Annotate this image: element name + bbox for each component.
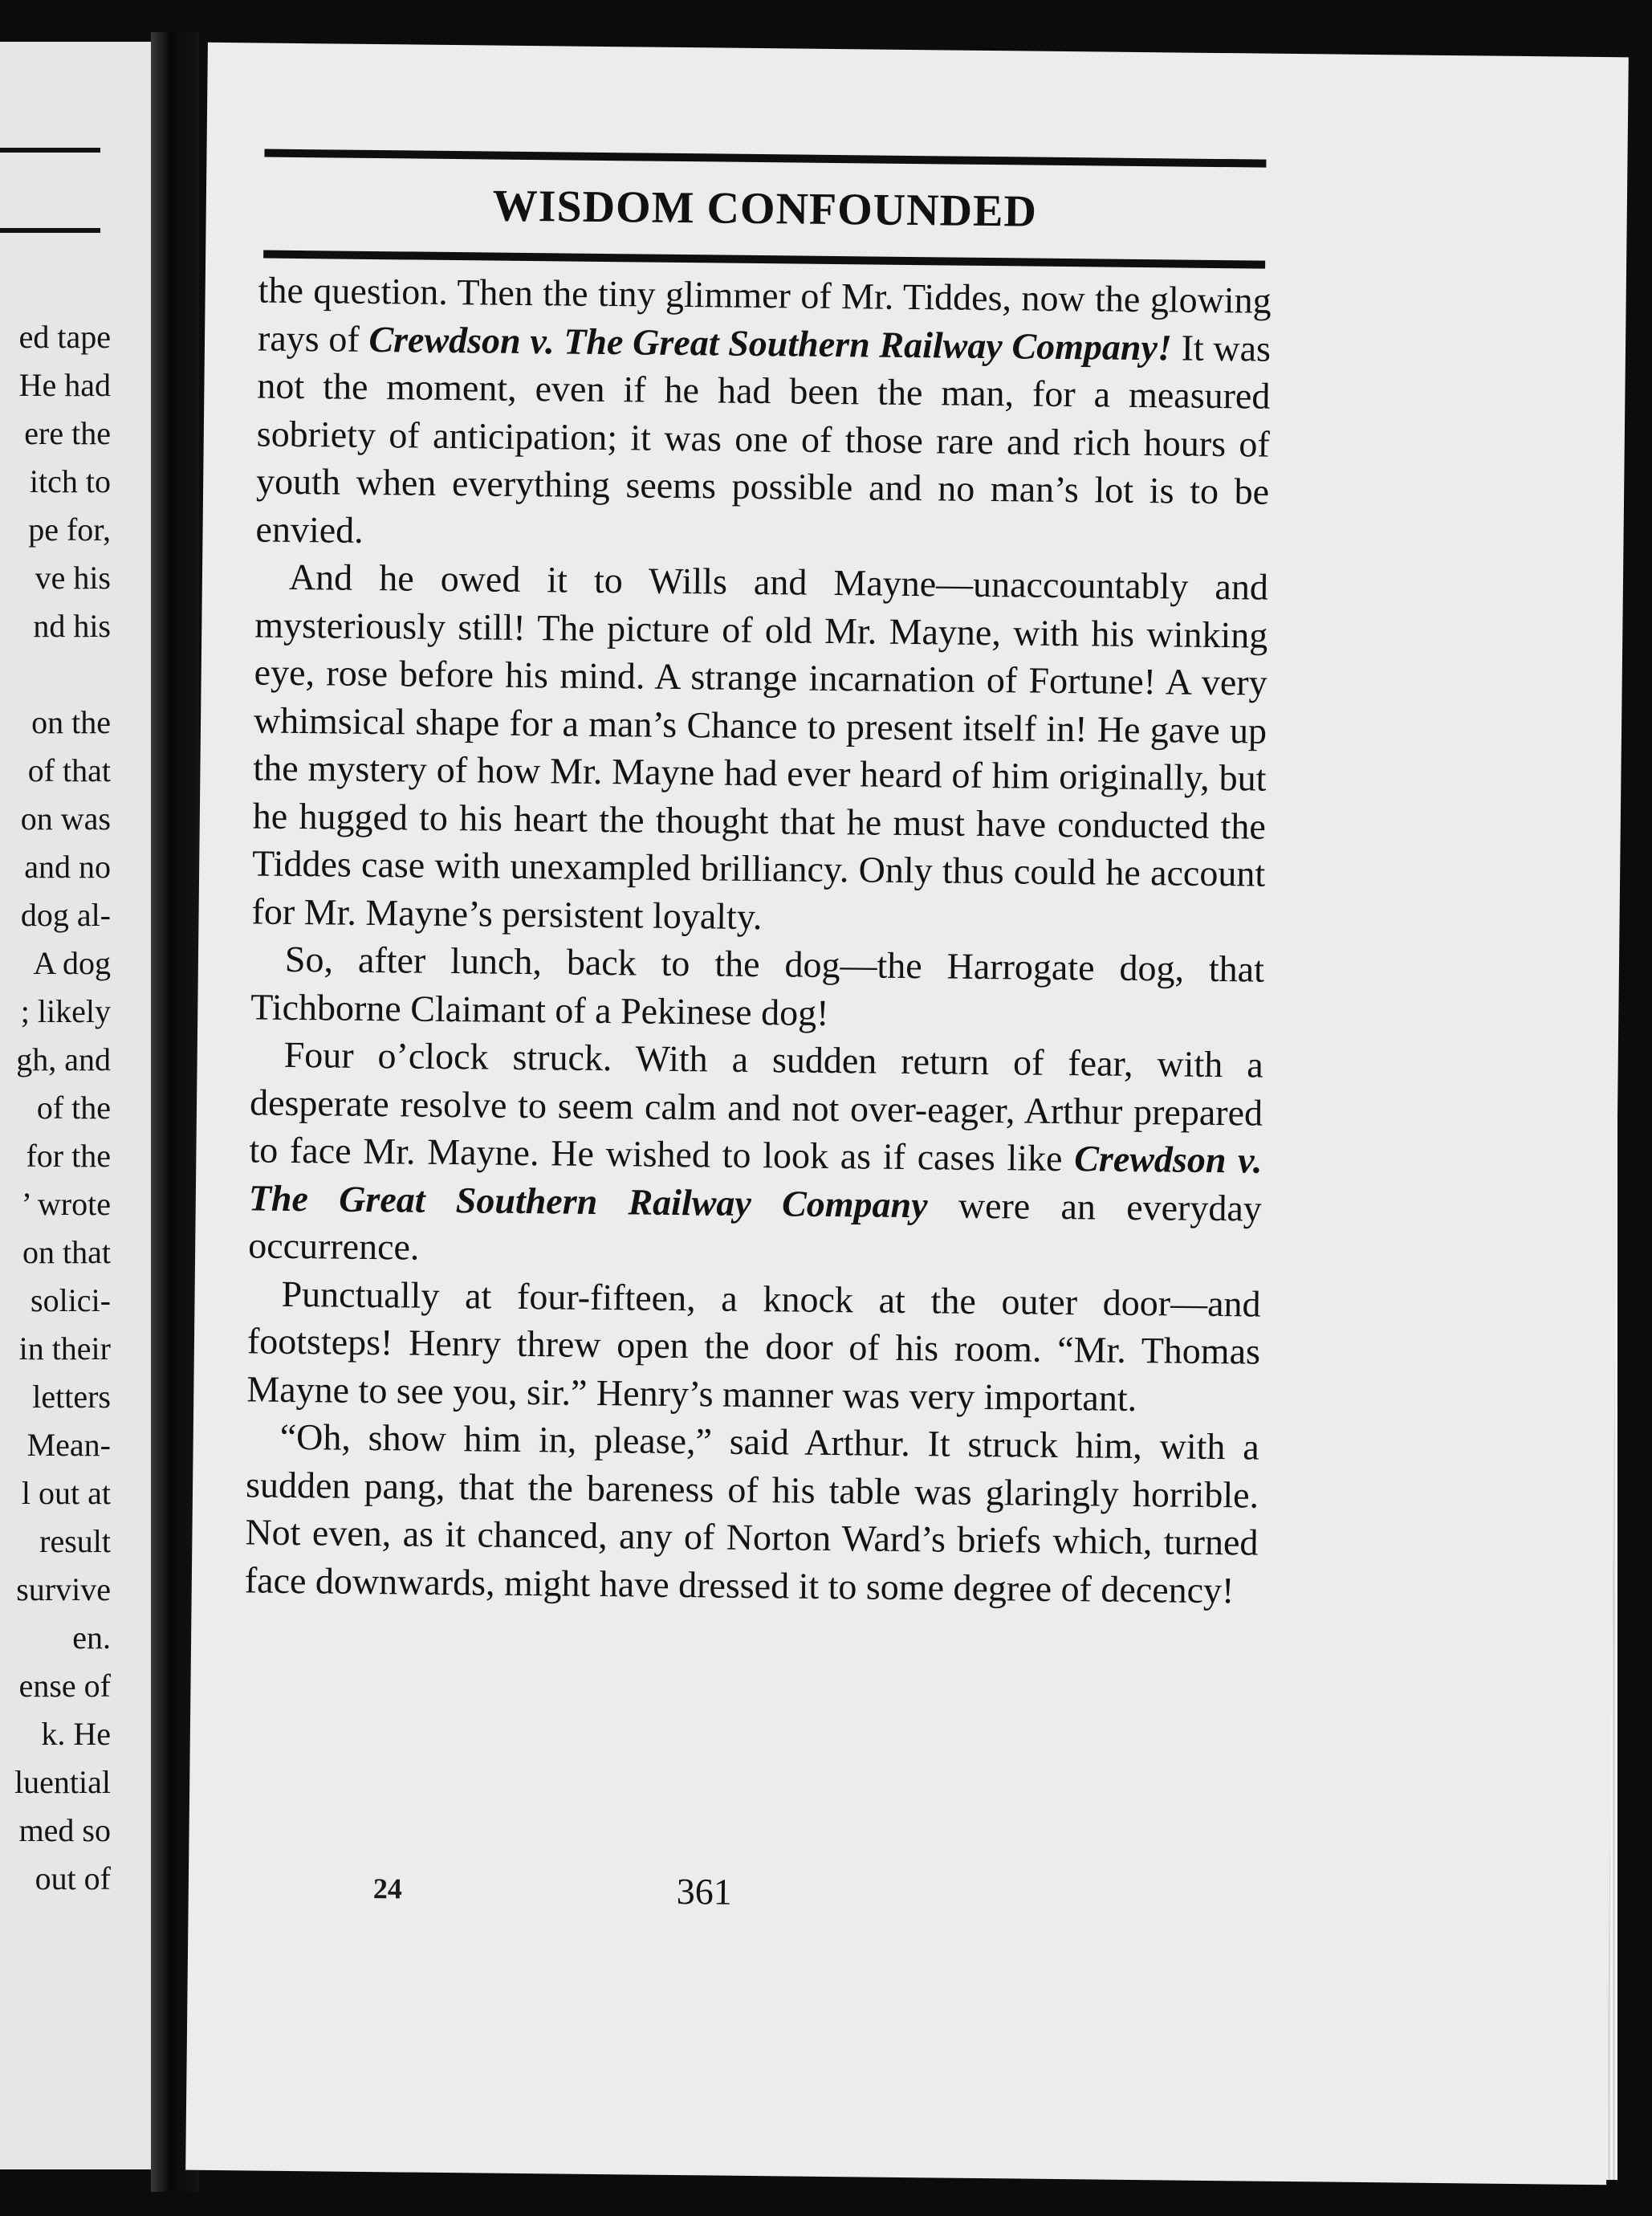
paragraph-text: “Oh, show him in, please,” said Arthur. It struck him, with a sudden pang, that the bareness of his table was glaringly horrible. Not even, as it chanced, any of Norton Ward’s briefs which, turned face downwards, might have dressed it to some degree of decency! (244, 1416, 1259, 1611)
case-title: Crewdson v. The Great Southern Railway Company! (368, 318, 1173, 368)
facing-page-text (14, 313, 111, 1903)
paragraph (250, 935, 1264, 1041)
facing-page-line: on the (31, 704, 111, 740)
signature-mark: 24 (372, 1872, 403, 1905)
facing-page-line: of that (27, 752, 111, 788)
facing-page-line: ; likely (20, 993, 111, 1029)
paragraph-text: It was not the moment, even if he had been the man, for a measured sobriety of anticipation; it was one of those rare and rich hours of youth when everything seems possible and no man’s lot is to be envied. (255, 326, 1272, 551)
paragraph-text: So, after lunch, back to the dog—the Harrogate dog, that Tichborne Claimant of a Pekinese dog! (250, 938, 1265, 1033)
paragraph (255, 266, 1272, 563)
facing-page-line: and no (24, 849, 111, 885)
facing-page-line: pe for, (28, 511, 111, 548)
facing-page (0, 42, 151, 2169)
facing-page-line: Mean- (26, 1427, 111, 1463)
paragraph (246, 1269, 1261, 1424)
facing-page-line: gh, and (16, 1041, 111, 1077)
paragraph-text: were an everyday occurrence. (247, 1183, 1263, 1268)
paragraph-text: Four o’clock struck. With a sudden return of fear, with a desperate resolve to seem calm and not over-eager, Arthur prepared to face Mr. Mayne. He wished to look as if cases like (249, 1033, 1263, 1179)
facing-page-line: en. (72, 1619, 111, 1656)
facing-page-line: med so (18, 1812, 111, 1848)
facing-page-line: nd his (33, 608, 111, 644)
facing-page-line: survive (16, 1571, 111, 1607)
facing-page-line: luential (14, 1764, 111, 1800)
paragraph (251, 552, 1268, 945)
case-title: Crewdson v. The Great Southern Railway Company (248, 1138, 1263, 1225)
facing-page-line: ense of (18, 1668, 111, 1704)
header-rule-top (264, 149, 1266, 168)
facing-page-rule-bottom (0, 228, 100, 233)
facing-page-line: A dog (33, 945, 111, 981)
facing-page-line: in their (18, 1330, 111, 1367)
facing-page-line: He had (18, 367, 111, 403)
facing-page-line: for the (26, 1138, 111, 1174)
page-number: 361 (676, 1871, 733, 1913)
facing-page-line: k. He (41, 1716, 111, 1752)
paragraph (245, 1412, 1259, 1614)
facing-page-line: ere the (24, 415, 111, 451)
paragraph-text: the question. Then the tiny glimmer of Mr. Tiddes, now the glowing rays of (257, 269, 1272, 360)
facing-page-line: on was (20, 800, 111, 837)
facing-page-line: ve his (35, 560, 111, 596)
facing-page-line: ed tape (18, 319, 111, 355)
facing-page-rule-top (0, 148, 100, 153)
facing-page-line: solici- (31, 1282, 111, 1318)
body-text (245, 266, 1272, 1614)
facing-page-line: on that (22, 1234, 111, 1270)
paragraph-text: Punctually at four-fifteen, a knock at the outer door—and footsteps! Henry threw open the door of his room. “Mr. Thomas Mayne to see you, sir.” Henry’s manner was very important. (246, 1273, 1261, 1419)
paragraph (248, 1030, 1263, 1280)
paragraph-text: And he owed it to Wills and Mayne—unaccountably and mysteriously still! The picture of old Mr. Mayne, with his winking eye, rose before his mind. A strange incarnation of Fortune! A very whimsical shape for a man’s Chance to present itself in! He gave up the mystery of how Mr. Mayne had ever heard of him originally, but he hugged to his heart the thought that he must have conducted the Tiddes case with unexampled brilliancy. Only thus could he account for Mr. Mayne’s persistent loyalty. (251, 556, 1269, 937)
facing-page-line: ’ wrote (21, 1186, 111, 1222)
facing-page-line: of the (36, 1090, 111, 1126)
facing-page-line: itch to (29, 463, 111, 499)
book-page (185, 43, 1629, 2185)
facing-page-line: dog al- (20, 897, 111, 933)
facing-page-line: letters (32, 1379, 111, 1415)
facing-page-line (14, 650, 111, 699)
header-rule-bottom (263, 251, 1265, 269)
running-head: WISDOM CONFOUNDED (492, 181, 1038, 237)
facing-page-line: l out at (21, 1475, 111, 1511)
facing-page-line: result (39, 1523, 111, 1559)
facing-page-line: out of (35, 1860, 111, 1896)
